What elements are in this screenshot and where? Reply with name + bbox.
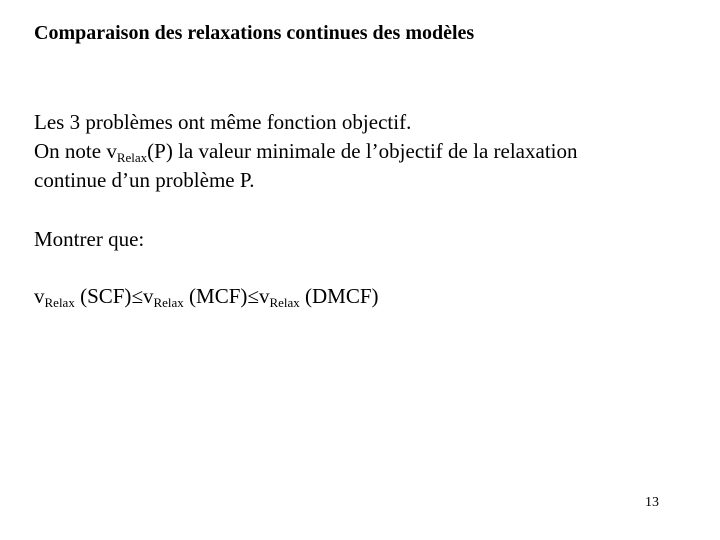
relax-subscript-2: Relax (153, 295, 184, 310)
term-scf: (SCF) (74, 284, 132, 308)
term-dmcf: (DMCF) (299, 284, 379, 308)
paragraph-line-3: continue d’un problème P. (34, 168, 255, 192)
v-symbol-3: v (258, 284, 270, 308)
v-symbol-1: v (34, 284, 45, 308)
instruction-text: Montrer que: (34, 227, 145, 251)
leq-symbol-2: ≤ (247, 284, 259, 308)
term-mcf: (MCF) (183, 284, 248, 308)
relax-subscript-1: Relax (44, 295, 75, 310)
paragraph-line-2-rest: (P) la valeur minimale de l’objectif de la relaxation (147, 139, 578, 163)
paragraph-line-2 (34, 137, 577, 166)
relax-subscript: Relax (116, 150, 148, 165)
v-symbol: On note v (34, 139, 117, 163)
slide-title: Comparaison des relaxations continues des modèles (34, 22, 475, 44)
relax-subscript-3: Relax (269, 295, 300, 310)
paragraph-line-1: Les 3 problèmes ont même fonction objectif. (34, 110, 412, 134)
leq-symbol-1: ≤ (131, 284, 143, 308)
objective-paragraph (34, 108, 577, 195)
v-symbol-2: v (142, 284, 154, 308)
page-number: 13 (645, 495, 659, 510)
inequality-formula (34, 282, 379, 311)
